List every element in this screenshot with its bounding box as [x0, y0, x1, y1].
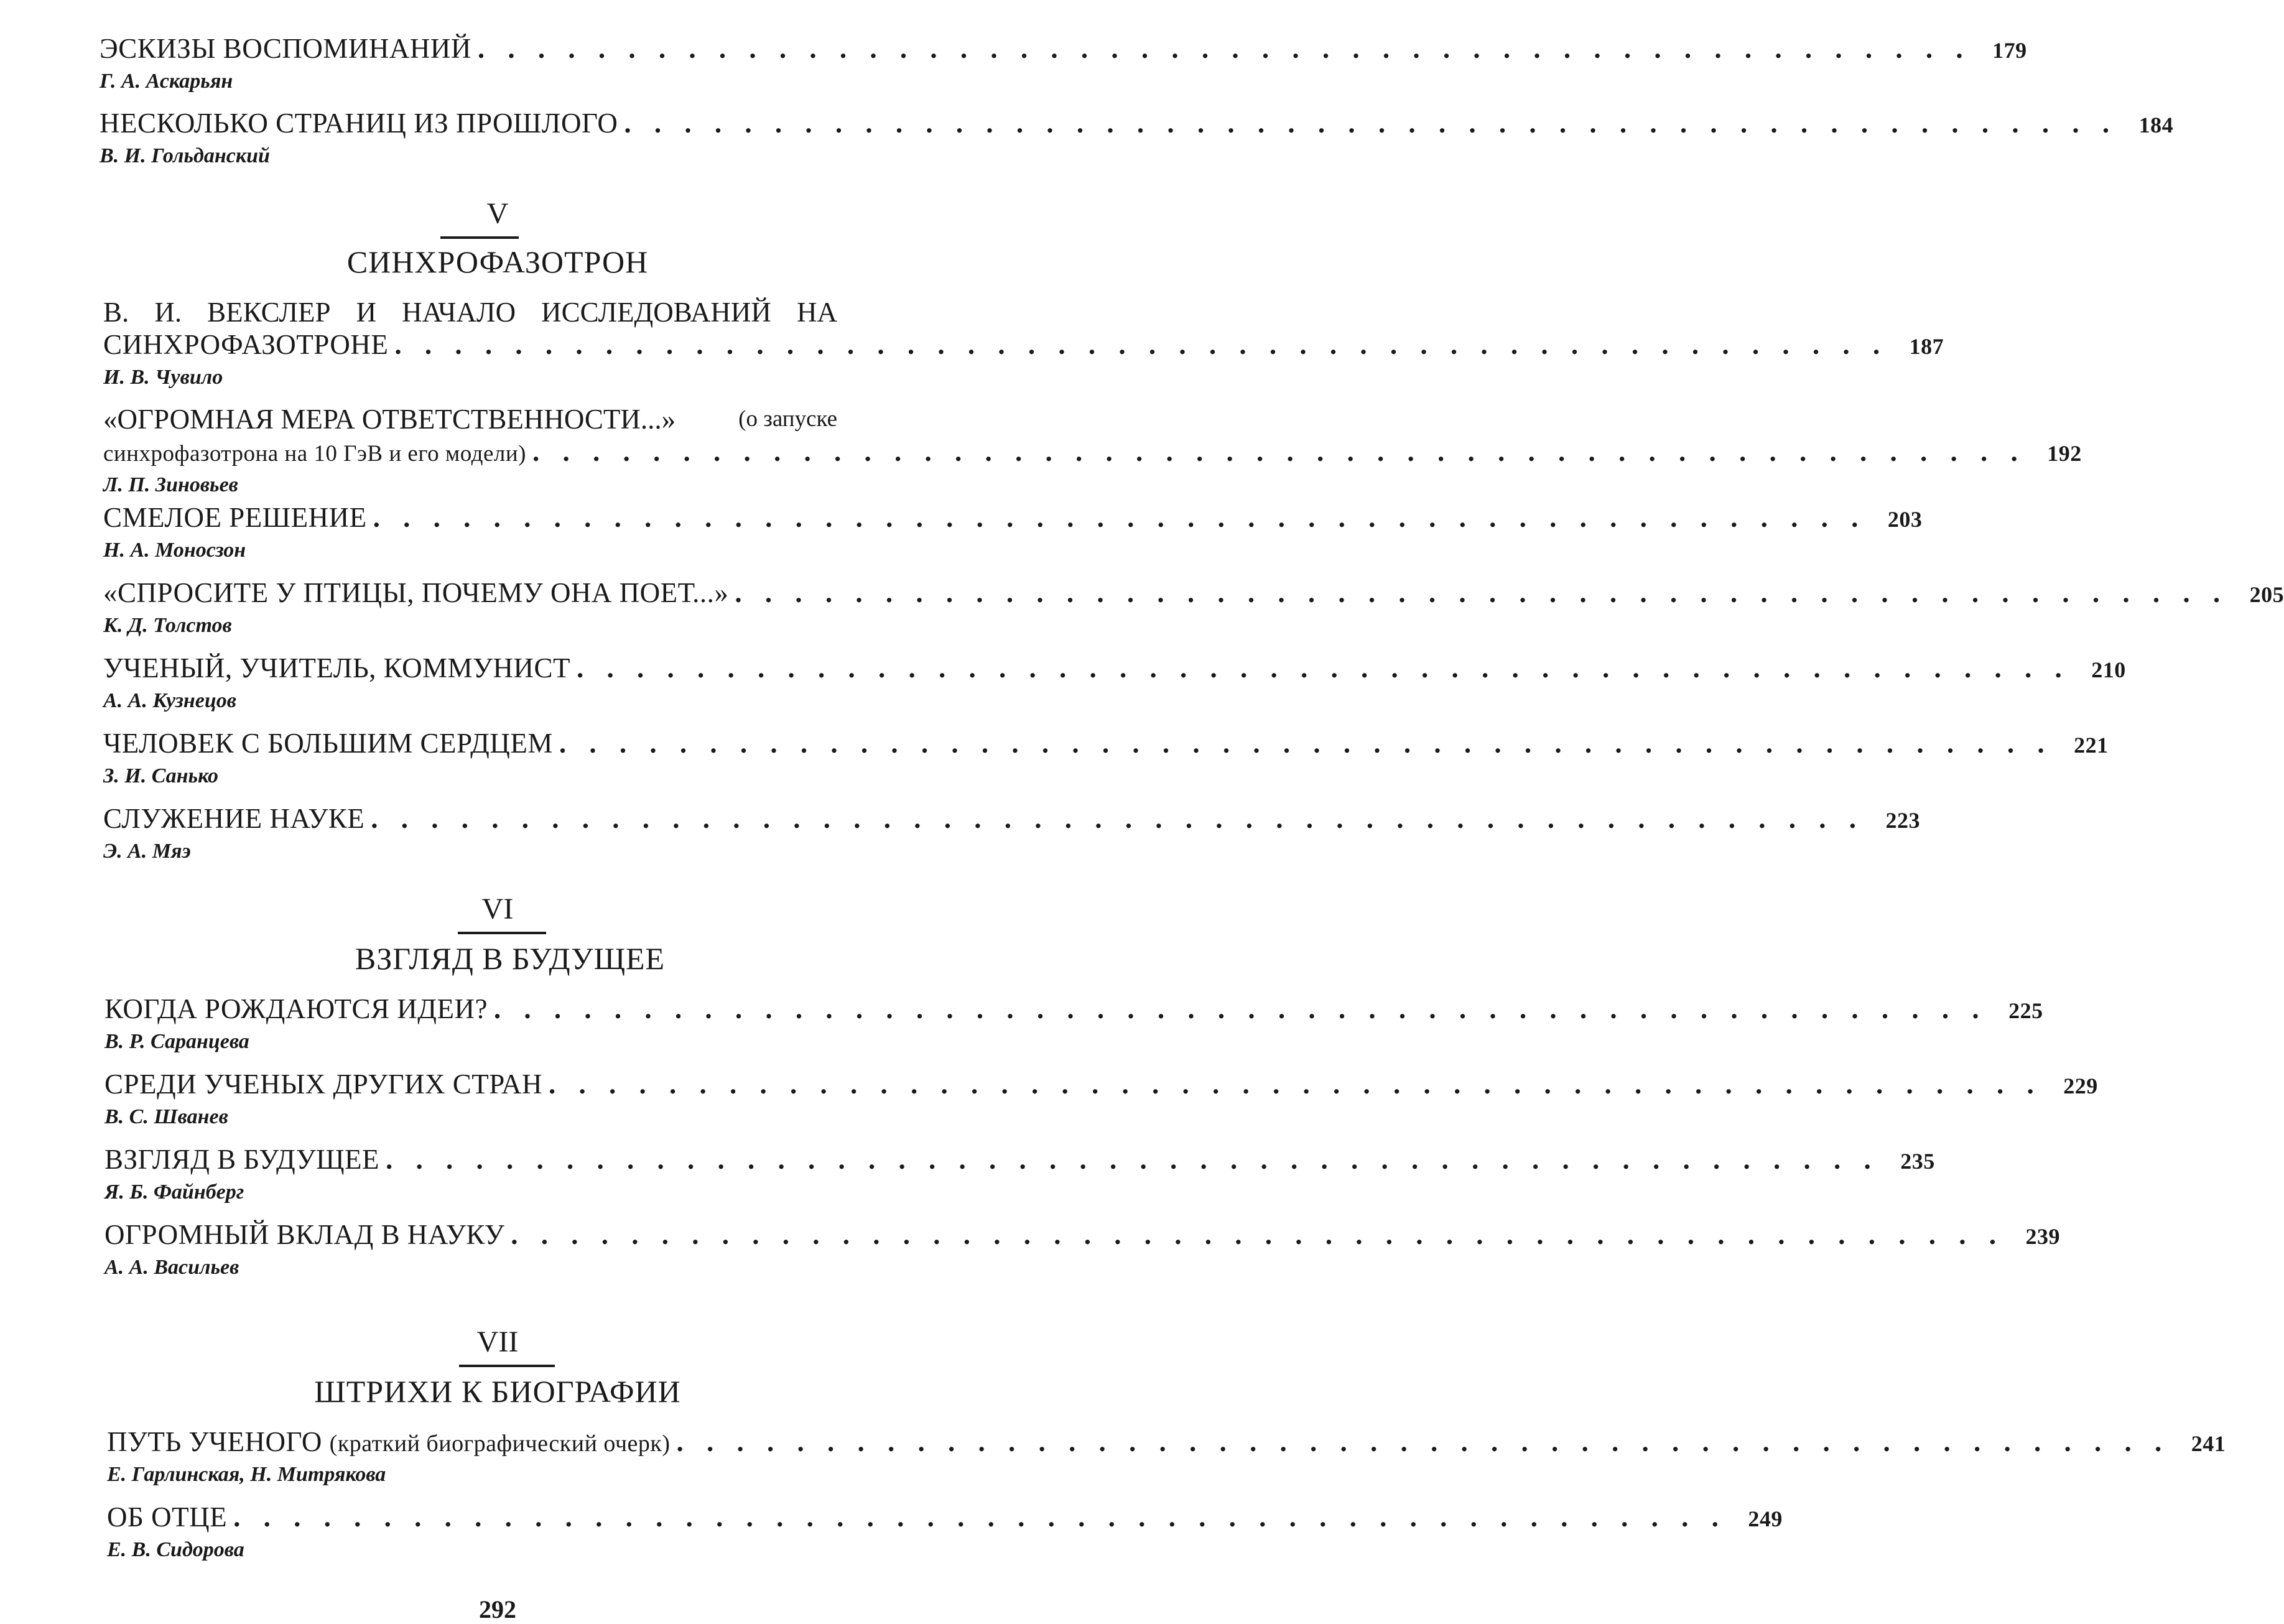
- entry-title: КОГДА РОЖДАЮТСЯ ИДЕИ?: [104, 993, 488, 1024]
- entry-page-number: 179: [1992, 38, 2027, 63]
- toc-entry: [107, 1501, 1783, 1564]
- toc-entry: [103, 802, 1920, 865]
- section-rule: [440, 236, 519, 239]
- entry-author: И. В. Чувило: [103, 366, 223, 389]
- toc-entry: [103, 403, 2082, 499]
- entry-title-line: [103, 435, 2082, 470]
- section-title: ШТРИХИ К БИОГРАФИИ: [314, 1374, 681, 1409]
- entry-author: К. Д. Толстов: [103, 614, 232, 637]
- dot-leader: . . . . . . . . . . . . . . . . . . . . . . . . . . . . . . . . . . . . . . . . . . . . . . . . . .: [371, 803, 1864, 834]
- entry-title: СМЕЛОЕ РЕШЕНИЕ: [103, 502, 367, 533]
- entry-author: Н. А. Моносзон: [103, 539, 246, 562]
- dot-leader: . . . . . . . . . . . . . . . . . . . . . . . . . . . . . . . . . . . . . . . . . . . . . . . . . .: [477, 33, 1971, 64]
- entry-title: ОБ ОТЦЕ: [107, 1501, 228, 1533]
- entry-page-number: 249: [1748, 1506, 1783, 1531]
- entry-title: НЕСКОЛЬКО СТРАНИЦ ИЗ ПРОШЛОГО: [100, 108, 618, 139]
- dot-leader: . . . . . . . . . . . . . . . . . . . . . . . . . . . . . . . . . . . . . . . . . . . . . . . . . .: [676, 1426, 2170, 1457]
- toc-entry: [103, 652, 2126, 715]
- entry-title-line: [103, 501, 1923, 536]
- entry-page-number: 235: [1900, 1149, 1935, 1174]
- entry-title: СЛУЖЕНИЕ НАУКЕ: [103, 803, 365, 834]
- entry-page-number: 221: [2074, 733, 2109, 758]
- entry-title-line: [104, 1068, 2098, 1102]
- entry-page-number: 187: [1909, 334, 1944, 359]
- entry-author: В. С. Шванев: [104, 1105, 228, 1128]
- entry-title-line: [104, 1218, 2060, 1253]
- entry-title: ЧЕЛОВЕК С БОЛЬШИМ СЕРДЦЕМ: [103, 728, 553, 759]
- entry-title-paren: (о запуске: [738, 406, 837, 432]
- toc-entry: [103, 727, 2109, 790]
- entry-title-line: [100, 107, 2174, 141]
- entry-title-main: ПУТЬ УЧЕНОГО: [107, 1426, 322, 1457]
- dot-leader: . . . . . . . . . . . . . . . . . . . . . . . . . . . . . . . . . . . . . . . . . . . . . . . . . .: [549, 1069, 2042, 1100]
- entry-title-line: [104, 993, 2043, 1027]
- entry-page-number: 223: [1885, 808, 1920, 833]
- entry-title-line: [100, 32, 2027, 67]
- toc-entry: [104, 1143, 1935, 1206]
- toc-entry: [100, 107, 2174, 170]
- entry-page-number: 205: [2249, 582, 2284, 607]
- entry-title: ВЗГЛЯД В БУДУЩЕЕ: [104, 1144, 379, 1175]
- entry-title-line: [103, 802, 1920, 837]
- entry-title: СРЕДИ УЧЕНЫХ ДРУГИХ СТРАН: [104, 1069, 543, 1100]
- dot-leader: . . . . . . . . . . . . . . . . . . . . . . . . . . . . . . . . . . . . . . . . . . . . . . . . . .: [576, 652, 2070, 684]
- entry-title: «СПРОСИТЕ У ПТИЦЫ, ПОЧЕМУ ОНА ПОЕТ...»: [103, 577, 729, 608]
- entry-author: А. А. Васильев: [104, 1256, 239, 1279]
- entry-page-number: 203: [1887, 507, 1923, 532]
- entry-author: Я. Б. Файнберг: [104, 1181, 244, 1204]
- entry-title: синхрофазотрона на 10 ГэВ и его модели): [103, 441, 527, 466]
- toc-entry: [107, 1426, 2226, 1488]
- toc-entry: [103, 501, 1923, 564]
- entry-title-paren: (краткий биографический очерк): [329, 1431, 671, 1457]
- entry-page-number: 192: [2047, 441, 2082, 466]
- dot-leader: . . . . . . . . . . . . . . . . . . . . . . . . . . . . . . . . . . . . . . . . . . . . . . . . . .: [624, 108, 2118, 139]
- entry-author: Г. А. Аскарьян: [100, 70, 233, 93]
- dot-leader: . . . . . . . . . . . . . . . . . . . . . . . . . . . . . . . . . . . . . . . . . . . . . . . . . .: [532, 436, 2026, 467]
- entry-title-line: [103, 577, 2284, 611]
- entry-title-line: [107, 1501, 1783, 1535]
- entry-author: Э. А. Мяэ: [103, 840, 191, 863]
- toc-entry: [104, 1068, 2098, 1131]
- toc-entry: [104, 993, 2043, 1056]
- entry-author: Л. П. Зиновьев: [103, 473, 238, 496]
- toc-entry: [103, 296, 1944, 391]
- section-title: СИНХРОФАЗОТРОН: [346, 244, 649, 279]
- toc-entry: [104, 1218, 2060, 1281]
- footer-page-number: 292: [479, 1595, 516, 1623]
- entry-title-line: [103, 727, 2109, 761]
- entry-author: Е. В. Сидорова: [107, 1538, 244, 1561]
- section-rule: [458, 932, 546, 934]
- section-number: V: [486, 197, 509, 230]
- entry-title-first-line: В. И. ВЕКСЛЕР И НАЧАЛО ИССЛЕДОВАНИЙ НА: [103, 297, 837, 328]
- entry-title: УЧЕНЫЙ, УЧИТЕЛЬ, КОММУНИСТ: [103, 652, 570, 684]
- entry-author: З. И. Санько: [103, 764, 219, 787]
- entry-author: А. А. Кузнецов: [103, 689, 236, 712]
- entry-title-line: [103, 328, 1944, 363]
- entry-page-number: 225: [2008, 998, 2043, 1023]
- entry-page-number: 239: [2025, 1224, 2060, 1249]
- entry-title-line: [104, 1143, 1935, 1177]
- entry-page-number: 229: [2063, 1074, 2098, 1098]
- dot-leader: . . . . . . . . . . . . . . . . . . . . . . . . . . . . . . . . . . . . . . . . . . . . . . . . . .: [511, 1219, 2004, 1250]
- entry-title-main: «ОГРОМНАЯ МЕРА ОТВЕТСТВЕННОСТИ...»: [103, 404, 676, 435]
- entry-title-first-line: [103, 403, 837, 435]
- dot-leader: . . . . . . . . . . . . . . . . . . . . . . . . . . . . . . . . . . . . . . . . . . . . . . . . . .: [735, 577, 2229, 608]
- section-number: VI: [481, 893, 514, 926]
- toc-entry: [100, 32, 2027, 95]
- entry-title-line: [107, 1426, 2226, 1460]
- dot-leader: . . . . . . . . . . . . . . . . . . . . . . . . . . . . . . . . . . . . . . . . . . . . . . . . . .: [385, 1144, 1879, 1175]
- section-title: ВЗГЛЯД В БУДУЩЕЕ: [355, 941, 666, 976]
- dot-leader: . . . . . . . . . . . . . . . . . . . . . . . . . . . . . . . . . . . . . . . . . . . . . . . . . .: [493, 993, 1987, 1024]
- entry-author: Е. Гарлинская, Н. Митрякова: [107, 1463, 386, 1486]
- dot-leader: . . . . . . . . . . . . . . . . . . . . . . . . . . . . . . . . . . . . . . . . . . . . . . . . . .: [233, 1501, 1727, 1533]
- entry-page-number: 184: [2138, 113, 2174, 137]
- section-rule: [459, 1365, 555, 1367]
- entry-title-line: [103, 652, 2126, 686]
- entry-title: СИНХРОФАЗОТРОНЕ: [103, 329, 389, 360]
- entry-author: В. И. Гольданский: [100, 144, 270, 167]
- section-number: VII: [476, 1325, 519, 1358]
- dot-leader: . . . . . . . . . . . . . . . . . . . . . . . . . . . . . . . . . . . . . . . . . . . . . . . . . .: [559, 728, 2053, 759]
- dot-leader: . . . . . . . . . . . . . . . . . . . . . . . . . . . . . . . . . . . . . . . . . . . . . . . . . .: [373, 502, 1867, 533]
- entry-author: В. Р. Саранцева: [104, 1030, 249, 1053]
- dot-leader: . . . . . . . . . . . . . . . . . . . . . . . . . . . . . . . . . . . . . . . . . . . . . . . . . .: [394, 329, 1888, 360]
- entry-page-number: 241: [2191, 1431, 2226, 1456]
- toc-entry: [103, 577, 2284, 639]
- entry-page-number: 210: [2091, 657, 2126, 682]
- entry-title: [107, 1426, 671, 1460]
- entry-title: ОГРОМНЫЙ ВКЛАД В НАУКУ: [104, 1219, 505, 1250]
- entry-title: ЭСКИЗЫ ВОСПОМИНАНИЙ: [100, 33, 471, 64]
